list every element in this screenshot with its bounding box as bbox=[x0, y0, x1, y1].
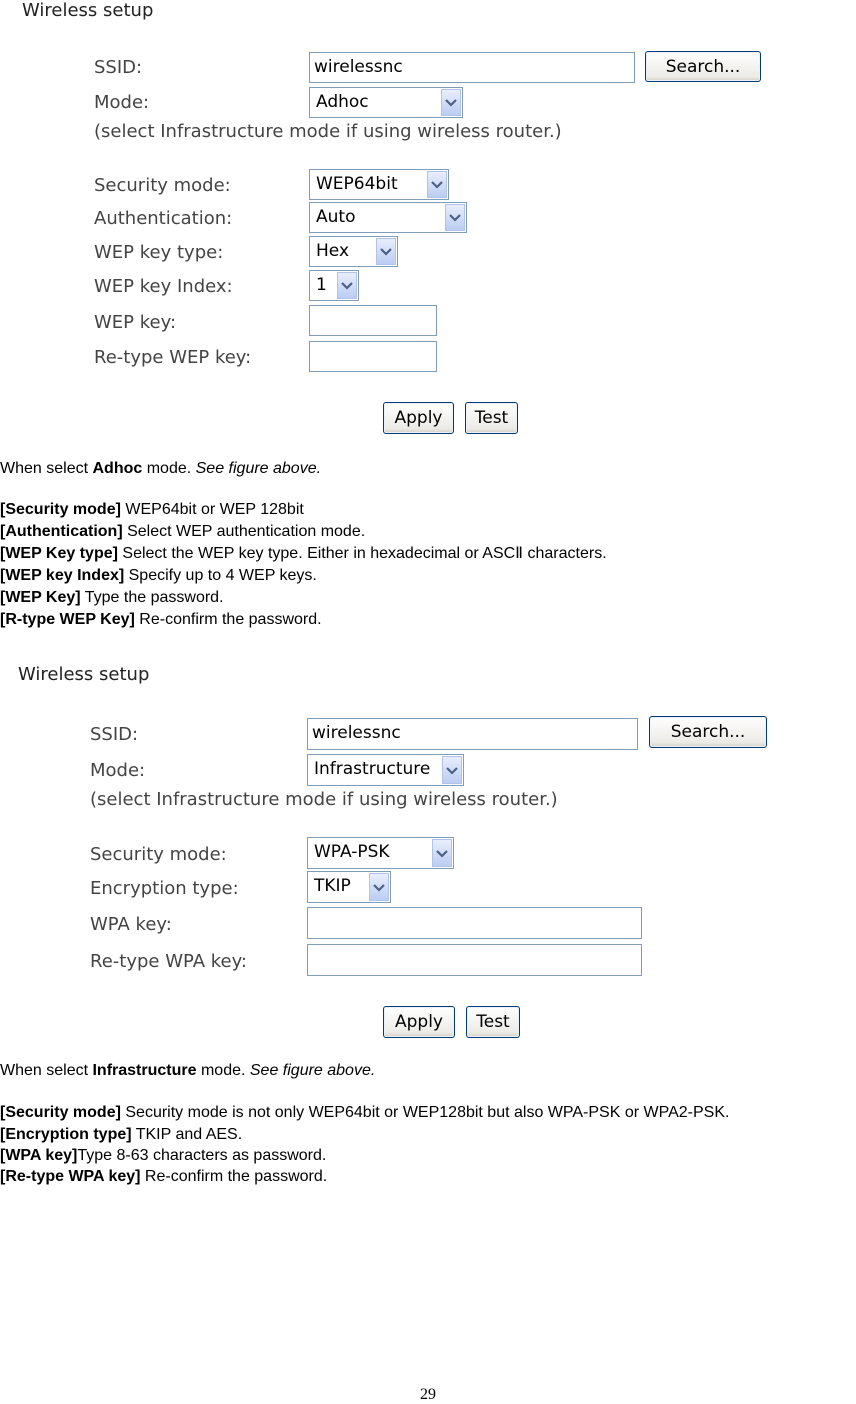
def-desc: Type the password. bbox=[80, 589, 224, 606]
authentication-select[interactable] bbox=[309, 202, 467, 233]
intro-text: When select bbox=[0, 460, 93, 477]
mode-select[interactable] bbox=[309, 87, 463, 118]
def-desc: Re-confirm the password. bbox=[140, 1168, 328, 1185]
intro-see-figure: See figure above. bbox=[195, 460, 322, 477]
def-desc: WEP64bit or WEP 128bit bbox=[120, 501, 304, 518]
wep-key-type-value: Hex bbox=[316, 241, 350, 261]
chevron-down-icon[interactable] bbox=[369, 873, 389, 901]
page-number: 29 bbox=[420, 1386, 436, 1403]
mode-note: (select Infrastructure mode if using wireless router.) bbox=[94, 121, 562, 142]
infrastructure-intro bbox=[0, 1060, 375, 1081]
def-term: [WEP key Index] bbox=[0, 567, 125, 584]
wpa-key-input[interactable] bbox=[307, 907, 642, 939]
def-term: [Re-type WPA key] bbox=[0, 1168, 141, 1185]
apply-button[interactable]: Apply bbox=[383, 1006, 455, 1038]
encryption-type-value: TKIP bbox=[314, 876, 351, 896]
security-mode-select[interactable] bbox=[307, 837, 454, 869]
mode-select-value: Adhoc bbox=[316, 92, 369, 112]
retype-wep-key-input[interactable] bbox=[309, 341, 437, 372]
def-wep-key-type bbox=[0, 543, 607, 564]
chevron-down-icon[interactable] bbox=[337, 272, 357, 299]
security-mode-label: Security mode: bbox=[90, 844, 227, 865]
chevron-down-icon[interactable] bbox=[427, 171, 447, 198]
wpa-key-label: WPA key: bbox=[90, 914, 172, 935]
def-security-mode bbox=[0, 499, 304, 520]
def-desc: TKIP and AES. bbox=[131, 1126, 243, 1143]
intro-text: mode. bbox=[142, 460, 196, 477]
def-term: [WPA key] bbox=[0, 1147, 78, 1164]
authentication-label: Authentication: bbox=[94, 208, 233, 229]
intro-text: mode. bbox=[196, 1062, 250, 1079]
retype-wep-key-label: Re-type WEP key: bbox=[94, 347, 252, 368]
def-wpa-key bbox=[0, 1145, 326, 1166]
panel1-title: Wireless setup bbox=[22, 0, 154, 21]
def-desc: Type 8-63 characters as password. bbox=[77, 1147, 327, 1164]
apply-button[interactable]: Apply bbox=[383, 402, 454, 434]
security-mode-value: WEP64bit bbox=[316, 174, 398, 194]
def-encryption-type bbox=[0, 1124, 242, 1145]
wep-key-type-label: WEP key type: bbox=[94, 242, 224, 263]
intro-mode-name: Adhoc bbox=[92, 460, 143, 477]
mode-note: (select Infrastructure mode if using wireless router.) bbox=[90, 789, 558, 810]
search-button[interactable]: Search... bbox=[649, 716, 767, 748]
def-wep-key-index bbox=[0, 565, 317, 586]
def-desc: Select the WEP key type. Either in hexadecimal or ASCⅡ characters. bbox=[117, 545, 607, 562]
wep-key-label: WEP key: bbox=[94, 312, 177, 333]
ssid-input[interactable]: wirelessnc bbox=[309, 52, 635, 83]
mode-label: Mode: bbox=[94, 92, 150, 113]
security-mode-label: Security mode: bbox=[94, 175, 231, 196]
ssid-label: SSID: bbox=[90, 724, 139, 745]
def-term: [Security mode] bbox=[0, 1104, 121, 1121]
ssid-label: SSID: bbox=[94, 57, 143, 78]
mode-select[interactable] bbox=[307, 754, 464, 786]
def-desc: Specify up to 4 WEP keys. bbox=[124, 567, 317, 584]
wep-key-input[interactable] bbox=[309, 305, 437, 336]
def-desc: Select WEP authentication mode. bbox=[122, 523, 366, 540]
search-button[interactable]: Search... bbox=[645, 51, 761, 82]
encryption-type-select[interactable] bbox=[307, 871, 391, 903]
test-button[interactable]: Test bbox=[465, 402, 518, 434]
chevron-down-icon[interactable] bbox=[432, 839, 452, 867]
def-term: [R-type WEP Key] bbox=[0, 611, 135, 628]
def-retype-wep-key bbox=[0, 609, 322, 630]
def-security-mode bbox=[0, 1102, 729, 1123]
mode-label: Mode: bbox=[90, 760, 146, 781]
security-mode-value: WPA-PSK bbox=[314, 842, 390, 862]
def-term: [Security mode] bbox=[0, 501, 121, 518]
panel2-title: Wireless setup bbox=[18, 664, 150, 685]
def-term: [Authentication] bbox=[0, 523, 123, 540]
def-term: [WEP Key] bbox=[0, 589, 81, 606]
def-retype-wpa-key bbox=[0, 1166, 327, 1187]
retype-wpa-key-input[interactable] bbox=[307, 944, 642, 976]
intro-see-figure: See figure above. bbox=[249, 1062, 376, 1079]
def-desc: Security mode is not only WEP64bit or WEP128bit but also WPA-PSK or WPA2-PSK. bbox=[120, 1104, 730, 1121]
chevron-down-icon[interactable] bbox=[376, 238, 396, 265]
wep-key-index-select[interactable] bbox=[309, 270, 359, 301]
wep-key-index-label: WEP key Index: bbox=[94, 276, 233, 297]
def-desc: Re-confirm the password. bbox=[134, 611, 322, 628]
intro-mode-name: Infrastructure bbox=[92, 1062, 197, 1079]
chevron-down-icon[interactable] bbox=[441, 89, 461, 116]
adhoc-intro bbox=[0, 458, 321, 479]
mode-select-value: Infrastructure bbox=[314, 759, 431, 779]
test-button[interactable]: Test bbox=[466, 1006, 520, 1038]
ssid-input[interactable]: wirelessnc bbox=[307, 718, 638, 750]
authentication-value: Auto bbox=[316, 207, 356, 227]
chevron-down-icon[interactable] bbox=[442, 756, 462, 784]
security-mode-select[interactable] bbox=[309, 169, 449, 200]
def-term: [Encryption type] bbox=[0, 1126, 132, 1143]
def-authentication bbox=[0, 521, 365, 542]
chevron-down-icon[interactable] bbox=[445, 204, 465, 231]
def-wep-key bbox=[0, 587, 224, 608]
intro-text: When select bbox=[0, 1062, 93, 1079]
wep-key-index-value: 1 bbox=[316, 275, 327, 295]
retype-wpa-key-label: Re-type WPA key: bbox=[90, 951, 247, 972]
wep-key-type-select[interactable] bbox=[309, 236, 398, 267]
encryption-type-label: Encryption type: bbox=[90, 878, 239, 899]
def-term: [WEP Key type] bbox=[0, 545, 118, 562]
